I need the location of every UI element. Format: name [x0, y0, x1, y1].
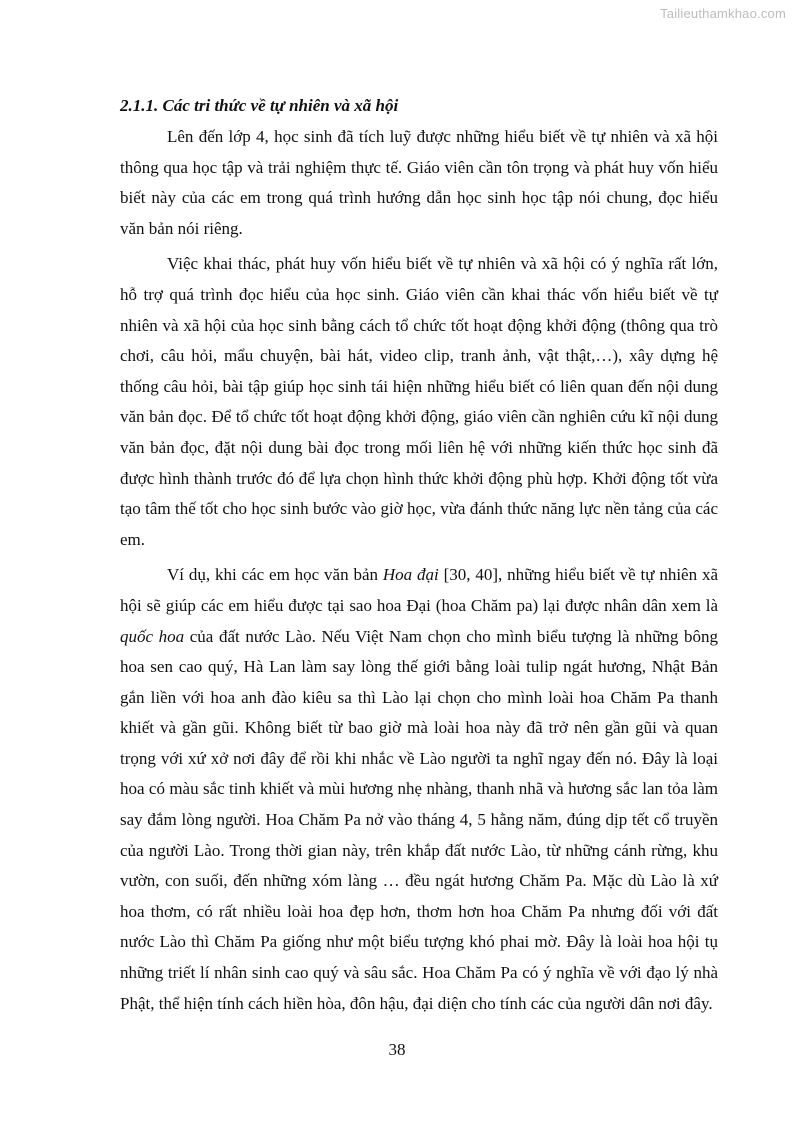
section-heading: 2.1.1. Các tri thức về tự nhiên và xã hội [120, 96, 399, 115]
page-content [120, 92, 718, 1024]
paragraph-text: Ví dụ, khi các em học văn bản [167, 565, 383, 585]
paragraph-1 [120, 122, 718, 244]
paragraph-3 [120, 560, 718, 1019]
watermark: Tailieuthamkhao.com [660, 6, 786, 21]
page-number: 38 [388, 1040, 406, 1059]
paragraph-text: [30, 40], những hiểu biết về tự nhiên xã hội sẽ giúp các em hiểu được tại sao hoa Đại (hoa Chăm pa) lại được nhân dân xem là [120, 565, 719, 615]
paragraph-2 [120, 249, 718, 555]
paragraph-text: Lên đến lớp 4, học sinh đã tích luỹ được những hiểu biết về tự nhiên và xã hội thông qua học tập và trải nghiệm thực tế. Giáo viên cần tôn trọng và phát huy vốn hiểu biết này của các em trong quá trình hướng dẫn học sinh học tập nói chung, đọc hiểu văn bản nói riêng. [120, 127, 718, 238]
paragraph-text: của đất nước Lào. Nếu Việt Nam chọn cho mình biểu tượng là những bông hoa sen cao quý, Hà Lan làm say lòng thế giới bằng loài tulip ngát hương, Nhật Bản gắn liền với hoa anh đào kiêu sa thì Lào lại chọn cho mình loài hoa Chăm Pa thanh khiết và gần gũi. Không biết từ bao giờ mà loài hoa này đã trở nên gần gũi và quan trọng với xứ xở nơi đây để rồi khi nhắc về Lào người ta nghĩ ngay đến nó. Đây là loại hoa có màu sắc tinh khiết và mùi hương nhẹ nhàng, thanh nhã và hương sắc lan tỏa làm say đắm lòng người. Hoa Chăm Pa nở vào tháng 4, 5 hằng năm, đúng dịp tết cổ truyền của người Lào. Trong thời gian này, trên khắp đất nước Lào, từ những cánh rừng, khu vườn, con suối, đến những xóm làng … đều ngát hương Chăm Pa. Mặc dù Lào là xứ hoa thơm, có rất nhiều loài hoa đẹp hơn, thơm hơn hoa Chăm Pa nhưng đối với đất nước Lào thì Chăm Pa giống như một biểu tượng khó phai mờ. Đây là loài hoa hội tụ những triết lí nhân sinh cao quý và sâu sắc. Hoa Chăm Pa có ý nghĩa về với đạo lý nhà Phật, thể hiện tính cách hiền hòa, đôn hậu, đại diện cho tính các của người dân nơi đây. [120, 626, 719, 1013]
book-title-emphasis: Hoa đại [382, 565, 439, 585]
term-emphasis: quốc hoa [120, 626, 185, 646]
paragraph-text: Việc khai thác, phát huy vốn hiểu biết về tự nhiên và xã hội có ý nghĩa rất lớn, hỗ trợ quá trình đọc hiểu của học sinh. Giáo viên cần khai thác vốn hiểu biết về tự nhiên và xã hội của học sinh bằng cách tổ chức tốt hoạt động khởi động (thông qua trò chơi, câu hỏi, mẩu chuyện, bài hát, video clip, tranh ảnh, vật thật,…), xây dựng hệ thống câu hỏi, bài tập giúp học sinh tái hiện những hiểu biết có liên quan đến nội dung văn bản đọc. Để tổ chức tốt hoạt động khởi động, giáo viên cần nghiên cứu kĩ nội dung văn bản đọc, đặt nội dung bài đọc trong mối liên hệ với những kiến thức học sinh đã được hình thành trước đó để lựa chọn hình thức khởi động phù hợp. Khởi động tốt vừa tạo tâm thế tốt cho học sinh bước vào giờ học, vừa đánh thức năng lực nền tảng của các em. [120, 254, 718, 549]
